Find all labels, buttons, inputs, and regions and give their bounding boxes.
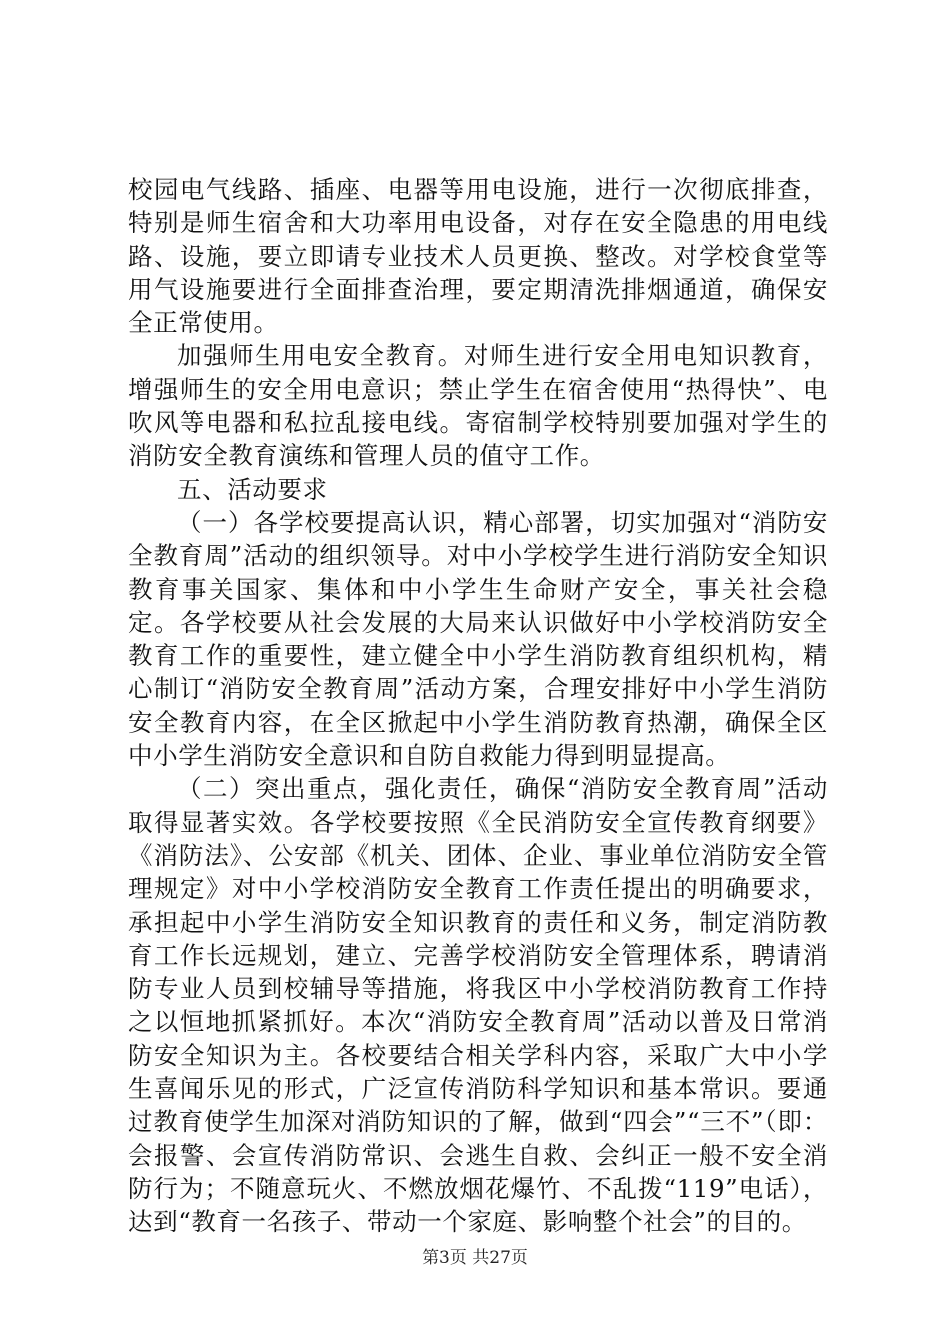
paragraph-electrical-inspection: 校园电气线路、插座、电器等用电设施，进行一次彻底排查，特别是师生宿舍和大功率用电设备，对存在安全隐患的用电线路、设施，要立即请专业技术人员更换、整改。对学校食堂等用气设施要进行全面排查治理，要定期清洗排烟通道，确保安全正常使用。 xyxy=(128,175,828,338)
paragraph-electrical-safety-education: 加强师生用电安全教育。对师生进行安全用电知识教育，增强师生的安全用电意识；禁止学生在宿舍使用“热得快”、电吹风等电器和私拉乱接电线。寄宿制学校特别要加强对学生的消防安全教育演练和管理人员的值守工作。 xyxy=(128,341,828,471)
section-heading-activity-requirements: 五、活动要求 xyxy=(177,474,328,504)
paragraph-requirement-2: （二）突出重点，强化责任，确保“消防安全教育周”活动取得显著实效。各学校要按照《全民消防安全宣传教育纲要》《消防法》、公安部《机关、团体、企业、事业单位消防安全管理规定》对中小学校消防安全教育工作责任提出的明确要求，承担起中小学生消防安全知识教育的责任和义务，制定消防教育工作长远规划，建立、完善学校消防安全管理体系，聘请消防专业人员到校辅导等措施，将我区中小学校消防教育工作持之以恒地抓紧抓好。本次“消防安全教育周”活动以普及日常消防安全知识为主。各校要结合相关学科内容，采取广大中小学生喜闻乐见的形式，广泛宣传消防科学知识和基本常识。要通过教育使学生加深对消防知识的了解，做到“四会”“三不”（即：会报警、会宣传消防常识、会逃生自救、会纠正一般不安全消防行为；不随意玩火、不燃放烟花爆竹、不乱拨“119”电话），达到“教育一名孩子、带动一个家庭、影响整个社会”的目的。 xyxy=(128,774,828,1237)
page-number-footer xyxy=(0,1243,950,1268)
document-body xyxy=(128,173,828,1239)
page-number-text: 第3页 共27页 xyxy=(422,1248,528,1268)
paragraph-requirement-1: （一）各学校要提高认识，精心部署，切实加强对“消防安全教育周”活动的组织领导。对中小学校学生进行消防安全知识教育事关国家、集体和中小学生生命财产安全，事关社会稳定。各学校要从社会发展的大局来认识做好中小学校消防安全教育工作的重要性，建立健全中小学生消防教育组织机构，精心制订“消防安全教育周”活动方案，合理安排好中小学生消防安全教育内容，在全区掀起中小学生消防教育热潮，确保全区中小学生消防安全意识和自防自救能力得到明显提高。 xyxy=(128,507,828,771)
